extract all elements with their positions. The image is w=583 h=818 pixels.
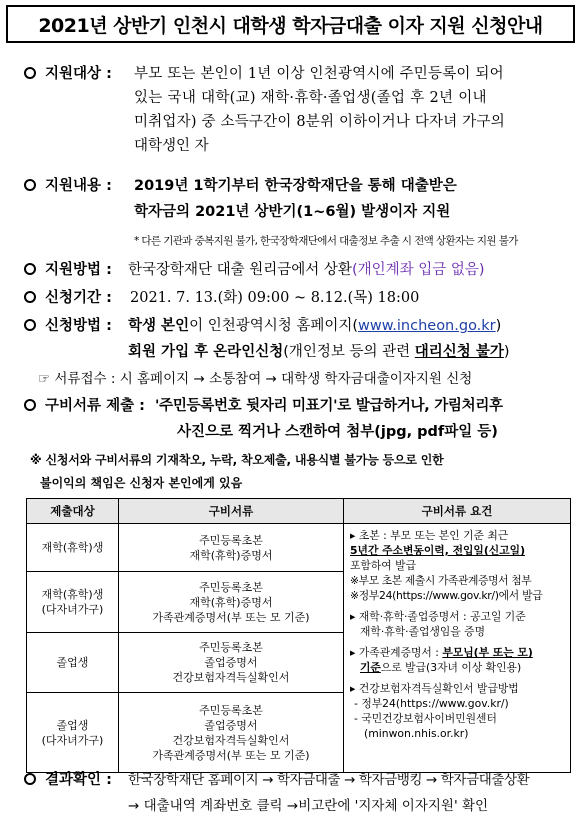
table-header: 제출대상 <box>27 499 119 524</box>
apply-paren-close: ) <box>495 318 502 334</box>
apply-privacy-text: (개인정보 등의 관련 <box>283 344 415 360</box>
circle-bullet-icon <box>24 67 36 79</box>
doc-item: 졸업증명서 <box>204 718 258 732</box>
doc-item: 건강보험자격득실확인서 <box>172 733 290 747</box>
target-text: (다자녀가구) <box>41 603 104 616</box>
table-cell-target <box>27 633 119 693</box>
content-label: 지원내용 : <box>45 178 112 194</box>
requirement-text: 으로 발급(3자녀 이상 확인용) <box>380 661 522 674</box>
requirement-text: ▸ 재학·휴학·졸업증명서 : 공고일 기준 <box>350 610 526 623</box>
table-row <box>27 524 571 572</box>
table-header: 구비서류 <box>119 499 344 524</box>
result-label: 결과확인 : <box>45 772 112 788</box>
requirement-family-2 <box>350 660 566 675</box>
circle-bullet-icon <box>24 179 36 191</box>
content-line-1: 2019년 1학기부터 한국장학재단을 통해 대출받은 <box>134 178 457 194</box>
method-text-row <box>128 258 485 279</box>
requirement-family <box>350 645 566 660</box>
docs-row <box>24 394 145 415</box>
target-line-1: 부모 또는 본인이 1년 이상 인천광역시에 주민등록이 되어 <box>134 66 504 82</box>
content-note: * 다른 기관과 중복지원 불가, 한국장학재단에서 대출정보 추출 시 전액 상환자는 지원 불가 <box>134 235 518 247</box>
required-documents-table <box>26 498 571 773</box>
circle-bullet-icon <box>24 773 36 785</box>
requirement-text: 5년간 주소변동이력, 전입일(신고일) <box>350 544 526 557</box>
apply-online: 회원 가입 후 온라인신청 <box>128 344 284 360</box>
circle-bullet-icon <box>24 291 36 303</box>
circle-bullet-icon <box>24 399 36 411</box>
requirement-text: 기준 <box>360 661 381 674</box>
target-row <box>24 62 112 83</box>
docs-label: 구비서류 제출 : <box>45 398 145 414</box>
circle-bullet-icon <box>24 319 36 331</box>
result-line-1: 한국장학재단 홈페이지 → 학자금대출 → 학자금뱅킹 → 학자금대출상환 <box>128 772 530 788</box>
circle-bullet-icon <box>24 263 36 275</box>
apply-row <box>24 314 112 335</box>
target-label: 지원대상 : <box>45 66 112 82</box>
apply-paren-close-2: ) <box>503 344 510 360</box>
apply-no-proxy: 대리신청 불가 <box>414 344 504 360</box>
doc-item: 가족관계증명서(부 또는 모 기준) <box>152 748 310 762</box>
doc-item: 주민등록초본 <box>199 533 263 547</box>
doc-item: 재학(휴학)증명서 <box>189 548 273 562</box>
apply-line-2 <box>128 340 510 361</box>
docs-line-1: '주민등록번호 뒷자리 미표기'로 발급하거나, 가림처리후 <box>155 398 503 414</box>
warning-line-2: 불이익의 책임은 신청자 본인에게 있음 <box>40 476 243 490</box>
table-header-row <box>27 499 571 524</box>
requirement-text: ▸ 가족관계증명서 : <box>350 646 443 659</box>
table-header: 구비서류 요건 <box>344 499 571 524</box>
docs-line-2: 사진으로 찍거나 스캔하여 첨부(jpg, pdf파일 등) <box>177 424 498 440</box>
table-cell-docs <box>119 693 344 773</box>
method-label: 지원방법 : <box>45 262 112 278</box>
period-text: 2021. 7. 13.(화) 09:00 ~ 8.12.(목) 18:00 <box>130 290 420 306</box>
table-cell-docs <box>119 633 344 693</box>
target-line-4: 대학생인 자 <box>134 138 209 154</box>
requirement-text: - 국민건강보험사이버민원센터 <box>354 712 497 725</box>
requirement-text: - 정부24(https://www.gov.kr/) <box>354 697 509 710</box>
incheon-homepage-link[interactable]: www.incheon.go.kr <box>358 318 496 334</box>
period-label: 신청기간 : <box>45 290 112 306</box>
doc-item: 주민등록초본 <box>199 641 263 654</box>
doc-item: 주민등록초본 <box>199 703 263 717</box>
requirement-text: ※부모 초본 제출시 가족관계증명서 첨부 <box>350 574 532 587</box>
warning-line-1: ※ 신청서와 구비서류의 기재착오, 누락, 착오제출, 내용식별 불가능 등으로 인한 <box>30 453 444 467</box>
table-cell-target <box>27 693 119 773</box>
result-row <box>24 768 112 789</box>
target-text: (다자녀가구) <box>41 733 104 747</box>
apply-student: 학생 본인 <box>128 318 190 334</box>
method-highlight: (개인계좌 입금 없음) <box>351 262 485 278</box>
apply-line-1 <box>128 314 501 335</box>
content-line-2: 학자금의 2021년 상반기(1~6월) 발생이자 지원 <box>134 204 451 220</box>
target-line-3: 미취업자) 중 소득구간이 8분위 이하이거나 다자녀 가구의 <box>134 114 505 130</box>
table-cell-docs <box>119 524 344 572</box>
period-row <box>24 286 112 307</box>
apply-label: 신청방법 : <box>45 318 112 334</box>
target-text: 재학(휴학)생 <box>41 588 104 601</box>
requirement-text: (minwon.nhis.or.kr) <box>364 727 469 740</box>
target-text: 졸업생 <box>56 718 89 732</box>
method-row <box>24 258 112 279</box>
page-title: 2021년 상반기 인천시 대학생 학자금대출 이자 지원 신청안내 <box>6 5 575 43</box>
content-row <box>24 174 112 195</box>
table-cell-target <box>27 524 119 572</box>
doc-item: 주민등록초본 <box>199 580 263 594</box>
doc-item: 가족관계증명서(부 또는 모 기준) <box>152 610 310 624</box>
requirement-text: 포함하여 발급 <box>350 559 417 572</box>
requirement-text: 재학·휴학·졸업생임을 증명 <box>360 625 486 638</box>
requirement-text: ▸ 초본 : 부모 또는 본인 기준 최근 <box>350 529 509 542</box>
table-cell-requirements <box>344 524 571 773</box>
requirement-text: 부모님(부 또는 모) <box>442 646 533 659</box>
target-text: 졸업생 <box>56 656 89 669</box>
target-line-2: 있는 국내 대학(교) 재학·휴학·졸업생(졸업 후 2년 이내 <box>134 90 487 106</box>
apply-homepage-text: 이 인천광역시청 홈페이지( <box>189 318 359 334</box>
result-line-2: → 대출내역 계좌번호 클릭 →비고란에 '지자체 이자지원' 확인 <box>128 798 489 814</box>
doc-item: 재학(휴학)증명서 <box>189 595 273 609</box>
doc-item: 졸업증명서 <box>204 656 258 669</box>
table-cell-target <box>27 572 119 633</box>
target-text: 재학(휴학)생 <box>41 541 104 554</box>
doc-item: 건강보험자격득실확인서 <box>172 671 290 684</box>
requirement-text: ※정부24(https://www.gov.kr/)에서 발급 <box>350 589 543 602</box>
table-cell-docs <box>119 572 344 633</box>
method-text: 한국장학재단 대출 원리금에서 상환 <box>128 262 352 278</box>
apply-path: ☞ 서류접수 : 시 홈페이지 → 소통참여 → 대학생 학자금대출이자지원 신청 <box>38 371 473 387</box>
requirement-text: ▸ 건강보험자격득실확인서 발급방법 <box>350 682 519 695</box>
